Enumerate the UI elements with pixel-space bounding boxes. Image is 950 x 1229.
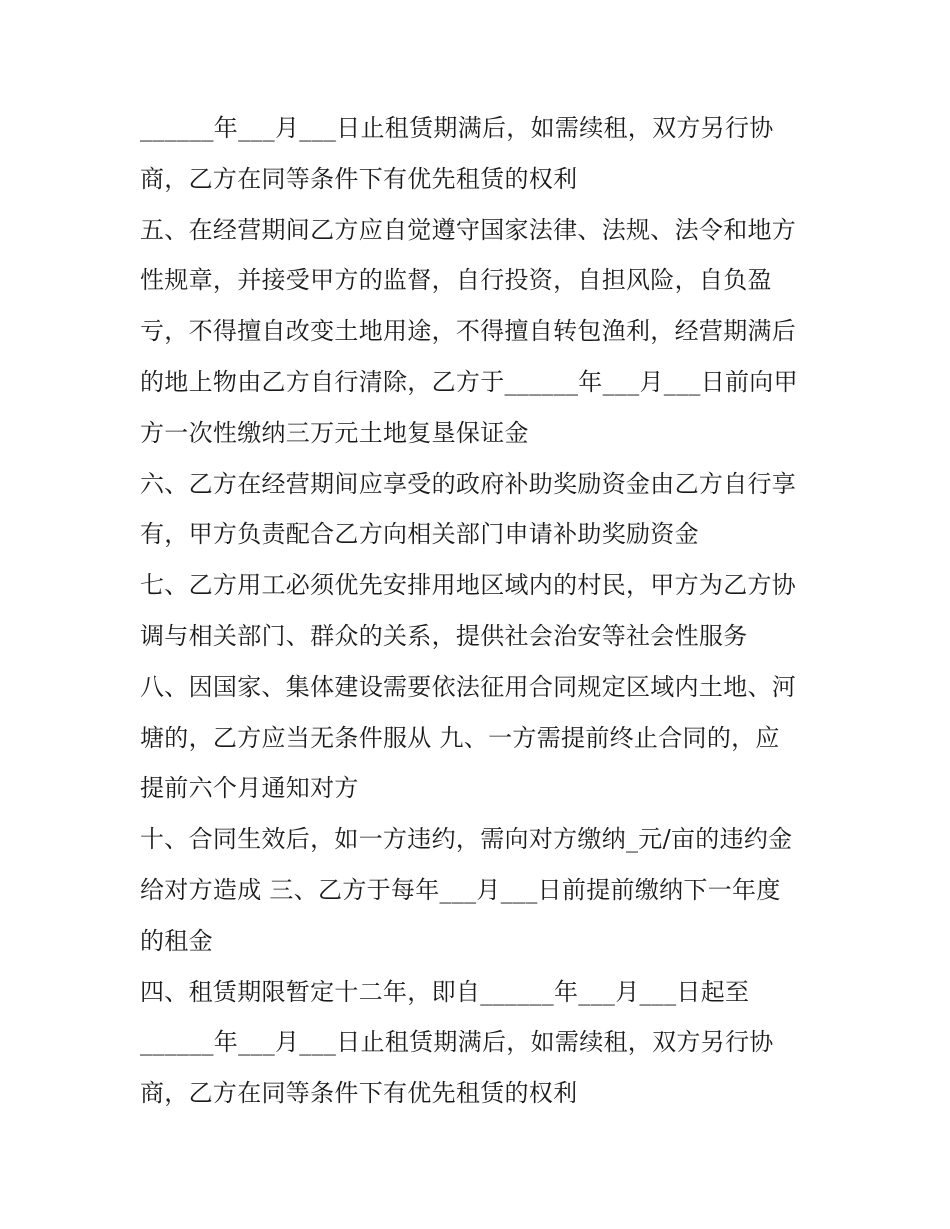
text-line: 方一次性缴纳三万元土地复垦保证金 bbox=[140, 418, 529, 447]
text-line: 调与相关部门、群众的关系，提供社会治安等社会性服务 bbox=[140, 621, 748, 650]
text-line: 的地上物由乙方自行清除，乙方于______年___月___日前向甲 bbox=[140, 367, 798, 396]
text-line: 给对方造成 三、乙方于每年___月___日前提前缴纳下一年度 bbox=[140, 875, 781, 904]
text-line: ______年___月___日止租赁期满后，如需续租，双方另行协 bbox=[140, 114, 774, 142]
text-line: ______年___月___日止租赁期满后，如需续租，双方另行协 bbox=[140, 1028, 774, 1057]
text-line: 亏，不得擅自改变土地用途，不得擅自转包渔利，经营期满后 bbox=[140, 317, 797, 346]
text-line: 有，甲方负责配合乙方向相关部门申请补助奖励资金 bbox=[140, 520, 699, 549]
text-line: 四、租赁期限暂定十二年，即自______年___月___日起至 bbox=[140, 977, 750, 1006]
text-line: 十、合同生效后，如一方违约，需向对方缴纳_元/亩的违约金 bbox=[140, 825, 793, 854]
text-line: 提前六个月通知对方 bbox=[140, 774, 359, 803]
text-line: 八、因国家、集体建设需要依法征用合同规定区域内土地、河 bbox=[140, 672, 797, 701]
text-line: 六、乙方在经营期间应享受的政府补助奖励资金由乙方自行享 bbox=[140, 469, 797, 498]
text-line: 五、在经营期间乙方应自觉遵守国家法律、法规、法令和地方 bbox=[140, 215, 797, 244]
text-line: 塘的，乙方应当无条件服从 九、一方需提前终止合同的，应 bbox=[140, 723, 780, 752]
text-line: 性规章，并接受甲方的监督，自行投资，自担风险，自负盈 bbox=[140, 266, 772, 295]
text-line: 的租金 bbox=[140, 926, 213, 955]
text-line: 商，乙方在同等条件下有优先租赁的权利 bbox=[140, 164, 578, 193]
text-line: 七、乙方用工必须优先安排用地区域内的村民，甲方为乙方协 bbox=[140, 571, 797, 600]
text-line: 商，乙方在同等条件下有优先租赁的权利 bbox=[140, 1079, 578, 1108]
contract-text bbox=[140, 103, 830, 1119]
